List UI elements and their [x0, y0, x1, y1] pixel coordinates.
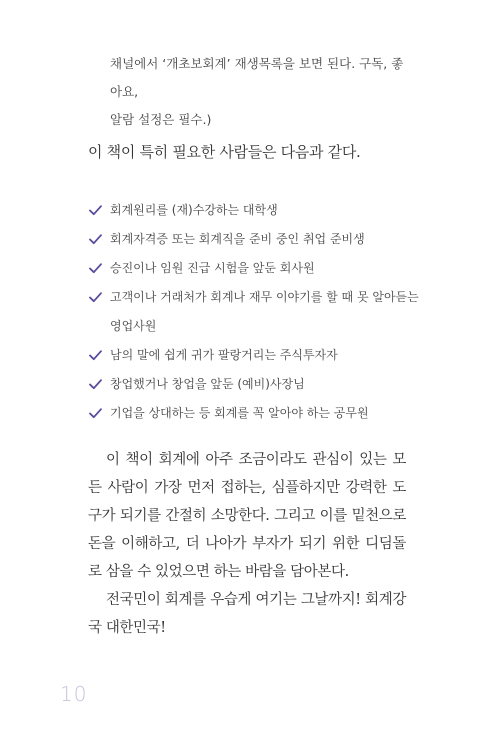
checklist-item-text: 남의 말에 쉽게 귀가 팔랑거리는 주식투자자 — [110, 348, 338, 362]
checklist-item-text: 승진이나 임원 진급 시험을 앞둔 회사원 — [110, 261, 315, 275]
checkmark-icon — [88, 225, 104, 254]
body-paragraph-2: 전국민이 회계를 우습게 여기는 그날까지! 회계강국 대한민국! — [88, 592, 406, 636]
checklist-item-text: 회계자격증 또는 회계직을 준비 중인 취업 준비생 — [110, 232, 365, 246]
checklist-item — [88, 399, 418, 428]
closing-text — [88, 446, 406, 642]
checklist-item-text: 창업했거나 창업을 앞둔 (예비)사장님 — [110, 377, 305, 391]
checklist-item-continuation — [88, 312, 418, 341]
checklist-item — [88, 341, 418, 370]
lead-sentence: 이 책이 특히 필요한 사람들은 다음과 같다. — [88, 143, 361, 161]
continued-line-1: 채널에서 ‘개초보회계’ 재생목록을 보면 된다. 구독, 좋아요, — [110, 56, 404, 99]
checklist-item — [88, 196, 418, 225]
checklist-item — [88, 370, 418, 399]
body-paragraph-1: 이 책이 회계에 아주 조금이라도 관심이 있는 모든 사람이 가장 먼저 접하는, 심플하지만 강력한 도구가 되기를 간절히 소망한다. 그리고 이를 밑천으로 돈을 이해하고, 더 나아가 부자가 되기 위한 디딤돌로 삼을 수 있었으면 하는 바람을 담아본다. — [88, 452, 406, 580]
checkmark-icon — [88, 341, 104, 370]
checklist-item — [88, 254, 418, 283]
checklist-item-text: 기업을 상대하는 등 회계를 꼭 알아야 하는 공무원 — [110, 406, 369, 420]
checkmark-icon — [88, 370, 104, 399]
checklist-item-text: 고객이나 거래처가 회계나 재무 이야기를 할 때 못 알아듣는 — [110, 290, 419, 304]
checklist-item-continuation-text: 영업사원 — [110, 319, 157, 333]
checklist-item — [88, 225, 418, 254]
continued-line-2: 알람 설정은 필수.) — [110, 112, 212, 127]
page-number: 10 — [60, 682, 88, 706]
checkmark-icon — [88, 254, 104, 283]
checkmark-icon — [88, 196, 104, 225]
checkmark-icon — [88, 283, 104, 312]
checklist-item — [88, 283, 418, 312]
checkmark-icon — [88, 399, 104, 428]
audience-checklist — [88, 196, 418, 428]
checklist-item-text: 회계원리를 (재)수강하는 대학생 — [110, 203, 278, 217]
continued-paragraph — [110, 50, 410, 134]
